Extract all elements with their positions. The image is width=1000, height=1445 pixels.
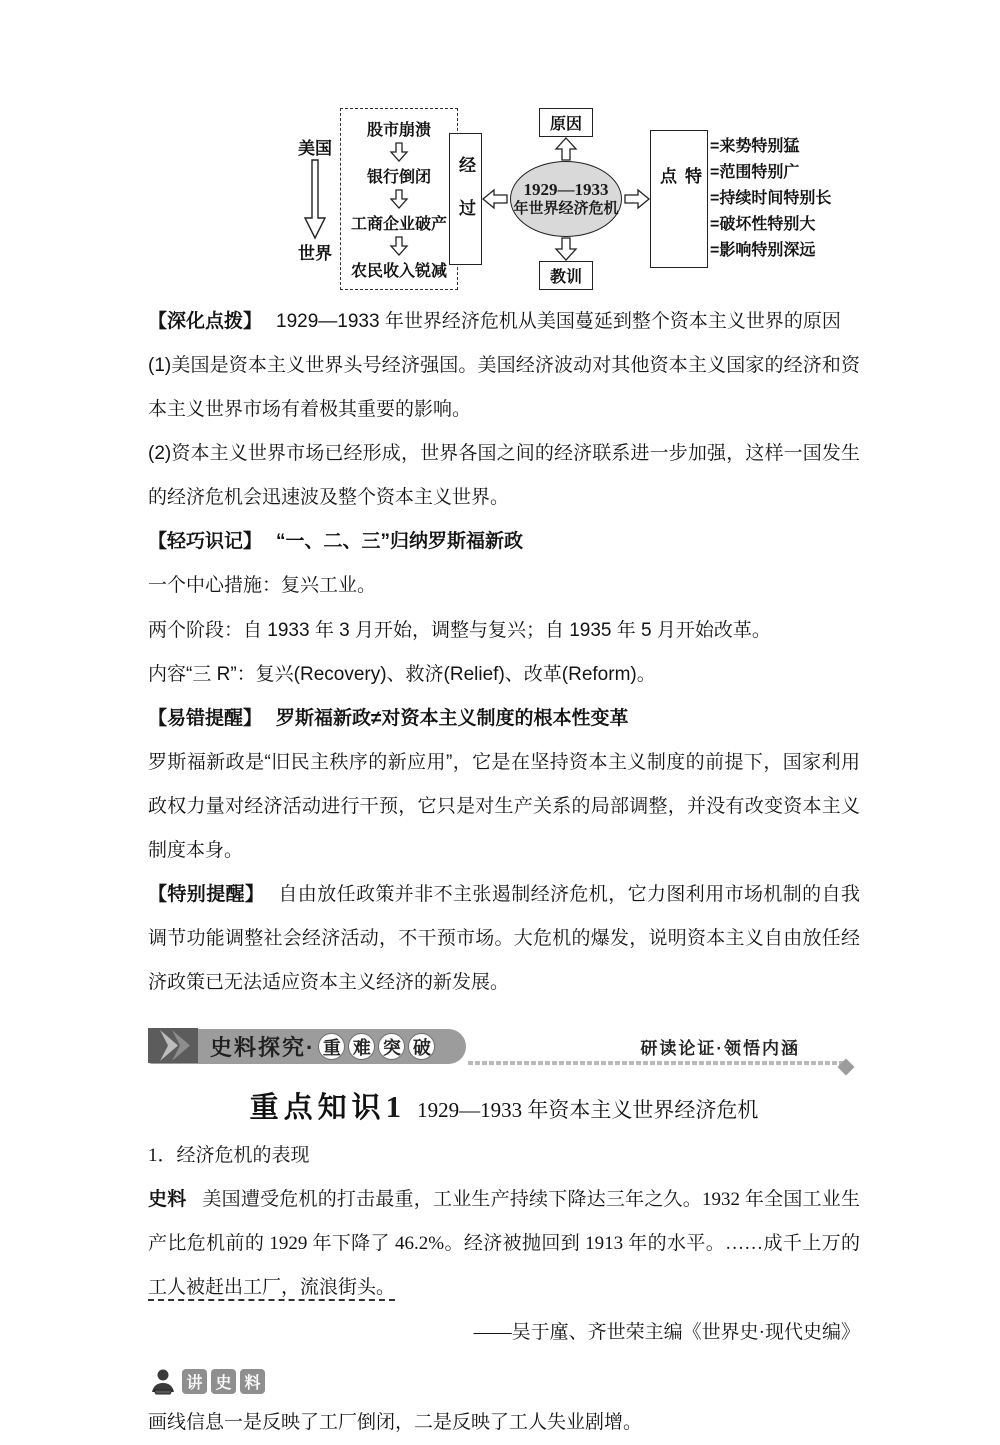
shiliao-paragraph <box>148 1178 860 1310</box>
process-title-box: 经过 <box>449 133 482 265</box>
point2-paragraph: (2)资本主义世界市场已经形成，世界各国之间的经济联系进一步加强，这样一国发生的经济危机会迅速波及整个资本主义世界。 <box>148 443 860 509</box>
banner-circle-char: 突 <box>378 1033 405 1060</box>
banner-circle-char: 难 <box>348 1033 375 1060</box>
feature-item: =持续时间特别长 <box>710 190 832 207</box>
error-tip-paragraph <box>148 697 860 741</box>
special-tip-tag: 【特别提醒】 <box>148 884 265 906</box>
crisis-years: 1929—1933 <box>523 180 609 199</box>
feature-item: =破坏性特别大 <box>710 216 816 233</box>
reader-person-icon <box>148 1368 178 1396</box>
special-tip-paragraph <box>148 873 860 1005</box>
feature-item: =范围特别广 <box>710 164 800 181</box>
scope-column <box>298 134 332 264</box>
heading-number: 1 <box>385 1089 402 1125</box>
error-tip-tag: 【易错提醒】 <box>148 707 263 729</box>
feature-list <box>710 134 831 264</box>
tag-char: 料 <box>240 1369 265 1394</box>
source-attribution: ——吴于廑、齐世荣主编《世界史·现代史编》 <box>473 1321 860 1343</box>
down-arrow-icon <box>304 159 326 239</box>
diagram-center-column <box>510 108 622 290</box>
crisis-ellipse <box>510 161 622 237</box>
cause-box: 原因 <box>539 108 593 137</box>
memory-tip-paragraph <box>148 520 860 564</box>
down-arrow-icon <box>390 189 408 209</box>
process-step: 工商企业破产 <box>351 216 448 233</box>
tag-char: 史 <box>211 1369 236 1394</box>
double-chevron-icon <box>148 1026 206 1066</box>
banner-title: 史料探究· <box>210 1035 316 1061</box>
scope-top-label: 美国 <box>298 139 332 158</box>
shiliao-text: 美国遭受危机的打击最重，工业生产持续下降达三年之久。1932 年全国工业生产比危机前的 1929 年下降了 46.2%。经济被抛回到 1913 年的水平。……成千上万的 <box>148 1189 860 1255</box>
lesson-box: 教训 <box>539 261 593 290</box>
process-steps-box <box>340 108 458 290</box>
page-content <box>148 0 860 1445</box>
key-knowledge-heading <box>148 1085 860 1126</box>
error-tip-text: 罗斯福新政≠对资本主义制度的根本性变革 <box>276 707 629 729</box>
deep-tip-paragraph <box>148 300 860 344</box>
error-body-paragraph: 罗斯福新政是“旧民主秩序的新应用”，它是在坚持资本主义制度的前提下，国家利用政权力量对经济活动进行干预，它只是对生产关系的局部调整，并没有改变资本主义制度本身。 <box>148 751 860 861</box>
process-step: 农民收入锐减 <box>351 263 448 280</box>
deep-tip-text: 1929—1933 年世界经济危机从美国蔓延到整个资本主义世界的原因 <box>276 311 841 332</box>
memory-line-1: 一个中心措施：复兴工业。 <box>148 575 377 597</box>
banner-dotted-line <box>466 1061 846 1065</box>
memory-tip-tag: 【轻巧识记】 <box>148 531 263 553</box>
banner-circle-char: 破 <box>408 1033 435 1060</box>
tag-char: 讲 <box>182 1369 207 1394</box>
jiang-shiliao-tag <box>148 1367 860 1397</box>
crisis-name: 年世界经济危机 <box>513 200 619 218</box>
up-arrow-icon <box>555 137 577 161</box>
memory-tip-text: “一、二、三”归纳罗斯福新政 <box>276 531 524 553</box>
memory-line-2: 两个阶段：自 1933 年 3 月开始，调整与复兴；自 1935 年 5 月开始改革。 <box>148 619 771 641</box>
section-banner <box>148 1027 860 1071</box>
deep-tip-tag: 【深化点拨】 <box>148 311 263 332</box>
heading-main: 重点知识 <box>249 1092 386 1125</box>
point1-paragraph: (1)美国是资本主义世界头号经济强国。美国经济波动对其他资本主义国家的经济和资本主义世界市场有着极其重要的影响。 <box>148 355 860 421</box>
process-step: 银行倒闭 <box>367 169 432 186</box>
banner-circle-char: 重 <box>318 1033 345 1060</box>
heading-subtitle: 1929—1933 年资本主义世界经济危机 <box>417 1098 759 1123</box>
shiliao-underlined-text: 工人被赶出工厂，流浪街头。 <box>148 1277 395 1301</box>
item-number-line: 1．经济危机的表现 <box>148 1145 310 1167</box>
down-arrow-icon <box>390 236 408 256</box>
down-arrow-icon <box>555 237 577 261</box>
right-arrow-icon <box>624 188 650 210</box>
special-tip-text: 自由放任政策并非不主张遏制经济危机，它力图利用市场机制的自我调节功能调整社会经济活动，不干预市场。大危机的爆发，说明资本主义自由放任经济政策已无法适应资本主义经济的新发展。 <box>148 884 860 994</box>
process-step: 股市崩溃 <box>367 122 432 139</box>
crisis-concept-diagram <box>298 108 860 290</box>
left-arrow-icon <box>482 188 508 210</box>
analysis-line: 画线信息一是反映了工厂倒闭，二是反映了工人失业剧增。 <box>148 1411 643 1433</box>
scope-bottom-label: 世界 <box>298 244 332 263</box>
memory-line-3: 内容“三 R”：复兴(Recovery)、救济(Relief)、改革(Reform)。 <box>148 663 656 685</box>
down-arrow-icon <box>390 142 408 162</box>
feature-item: =影响特别深远 <box>710 242 816 259</box>
feature-title-box: 特点 <box>650 130 708 268</box>
feature-item: =来势特别猛 <box>710 138 800 155</box>
banner-right-caption: 研读论证·领悟内涵 <box>640 1039 800 1059</box>
shiliao-label: 史料 <box>148 1189 187 1211</box>
